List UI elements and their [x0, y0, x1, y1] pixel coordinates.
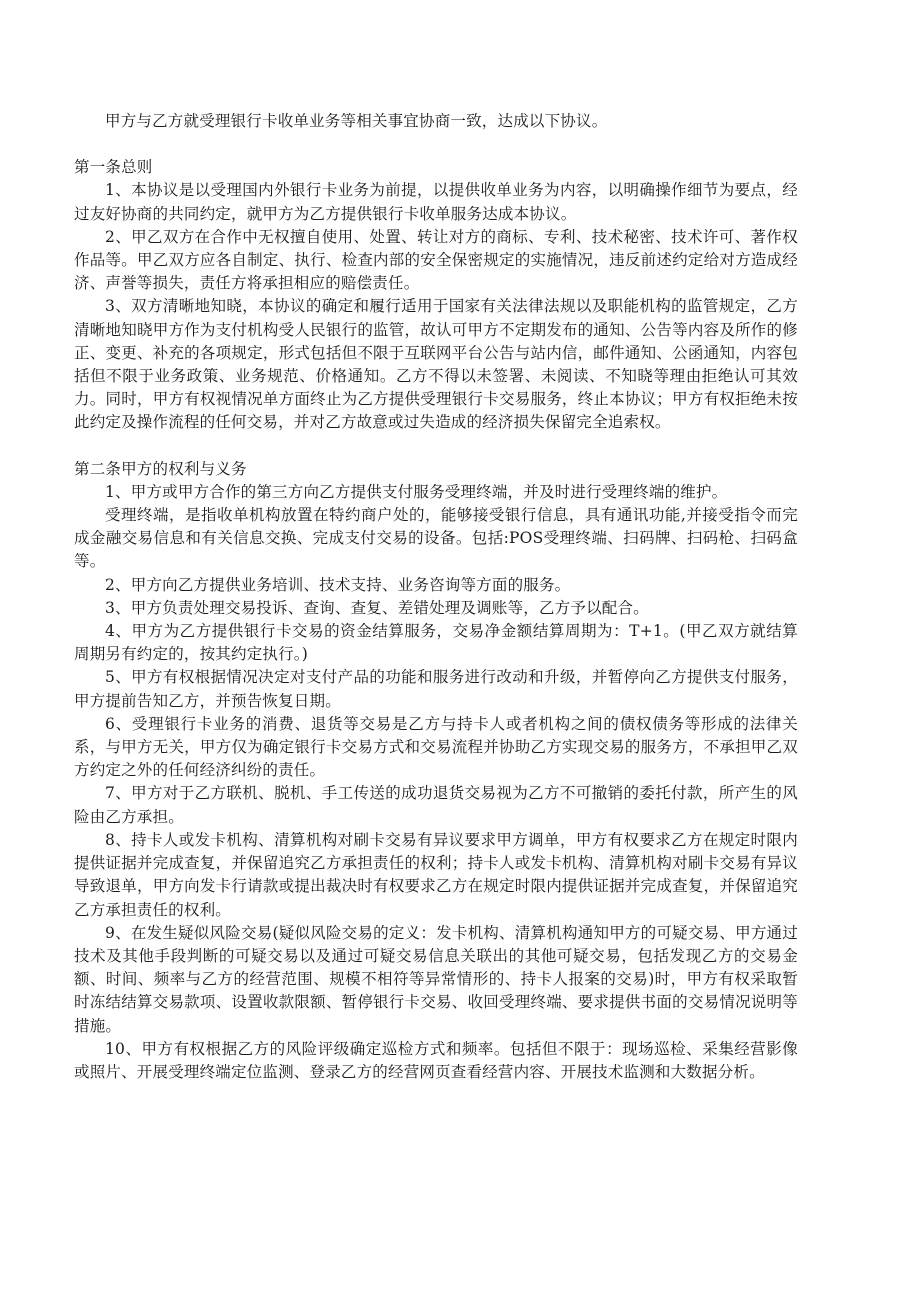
section-2-clause-8: 8、持卡人或发卡机构、清算机构对刷卡交易有异议要求甲方调单，甲方有权要求乙方在规定时限内提供证据并完成查复，并保留追究乙方承担责任的权利；持卡人或发卡机构、清算机构对刷卡交易有异议导致退单，甲方向发卡行请款或提出裁决时有权要求乙方在规定时限内提供证据并完成查复，并保留追究乙方承担责任的权利。 — [74, 830, 798, 919]
document-page — [74, 110, 798, 1084]
spacer — [74, 133, 798, 156]
section-2-clause-2: 2、甲方向乙方提供业务培训、技术支持、业务咨询等方面的服务。 — [105, 575, 571, 594]
spacer — [74, 435, 798, 458]
section-2-clause-6: 6、受理银行卡业务的消费、退货等交易是乙方与持卡人或者机构之间的债权债务等形成的法律关系，与甲方无关，甲方仅为确定银行卡交易方式和交易流程并协助乙方实现交易的服务方，不承担甲乙双方约定之外的任何经济纠纷的责任。 — [74, 714, 798, 780]
section-2-clause-7: 7、甲方对于乙方联机、脱机、手工传送的成功退货交易视为乙方不可撤销的委托付款，所产生的风险由乙方承担。 — [74, 784, 798, 826]
section-2-clause-1-note: 受理终端，是指收单机构放置在特约商户处的，能够接受银行信息，具有通讯功能,并接受指令而完成金融交易信息和有关信息交换、完成支付交易的设备。包括:POS受理终端、扫码牌、扫码枪、扫码盒等。 — [74, 506, 798, 571]
section-2-clause-1: 1、甲方或甲方合作的第三方向乙方提供支付服务受理终端，并及时进行受理终端的维护。 — [105, 482, 728, 501]
section-1-clause-3: 3、双方清晰地知晓，本协议的确定和履行适用于国家有关法律法规以及职能机构的监管规定，乙方清晰地知晓甲方作为支付机构受人民银行的监管，故认可甲方不定期发布的通知、公告等内容及所作的修正、变更、补充的各项规定，形式包括但不限于互联网平台公告与站内信，邮件通知、公函通知，内容包括但不限于业务政策、业务规范、价格通知。乙方不得以未签署、未阅读、不知晓等理由拒绝认可其效力。同时，甲方有权视情况单方面终止为乙方提供受理银行卡交易服务，终止本协议；甲方有权拒绝未按此约定及操作流程的任何交易，并对乙方故意或过失造成的经济损失保留完全追索权。 — [74, 297, 798, 432]
section-2-clause-3: 3、甲方负责处理交易投诉、查询、查复、差错处理及调账等，乙方予以配合。 — [105, 598, 649, 617]
section-1-clause-1: 1、本协议是以受理国内外银行卡业务为前提，以提供收单业务为内容，以明确操作细节为要点，经过友好协商的共同约定，就甲方为乙方提供银行卡收单服务达成本协议。 — [74, 181, 798, 223]
section-1-title: 第一条总则 — [74, 158, 153, 177]
section-1-clause-2: 2、甲乙双方在合作中无权擅自使用、处置、转让对方的商标、专利、技术秘密、技术许可、著作权作品等。甲乙双方应各自制定、执行、检查内部的安全保密规定的实施情况，违反前述约定给对方造成经济、声誉等损失，责任方将承担相应的赔偿责任。 — [74, 227, 798, 293]
section-2-clause-4: 4、甲方为乙方提供银行卡交易的资金结算服务，交易净金额结算周期为：T+1。(甲乙双方就结算周期另有约定的，按其约定执行。) — [74, 622, 798, 664]
section-2-clause-9: 9、在发生疑似风险交易(疑似风险交易的定义：发卡机构、清算机构通知甲方的可疑交易、甲方通过技术及其他手段判断的可疑交易以及通过可疑交易信息关联出的其他可疑交易，包括发现乙方的交易金额、时间、频率与乙方的经营范围、规模不相符等异常情形的、持卡人报案的交易)时，甲方有权采取暂时冻结结算交易款项、设置收款限额、暂停银行卡交易、收回受理终端、要求提供书面的交易情况说明等措施。 — [74, 923, 798, 1035]
intro-paragraph: 甲方与乙方就受理银行卡收单业务等相关事宜协商一致，达成以下协议。 — [105, 112, 608, 130]
section-2-clause-5: 5、甲方有权根据情况决定对支付产品的功能和服务进行改动和升级，并暂停向乙方提供支付服务，甲方提前告知乙方，并预告恢复日期。 — [74, 668, 798, 710]
section-2-title: 第二条甲方的权利与义务 — [74, 459, 247, 478]
section-2-clause-10: 10、甲方有权根据乙方的风险评级确定巡检方式和频率。包括但不限于：现场巡检、采集经营影像或照片、开展受理终端定位监测、登录乙方的经营网页查看经营内容、开展技术监测和大数据分析。 — [74, 1039, 798, 1081]
